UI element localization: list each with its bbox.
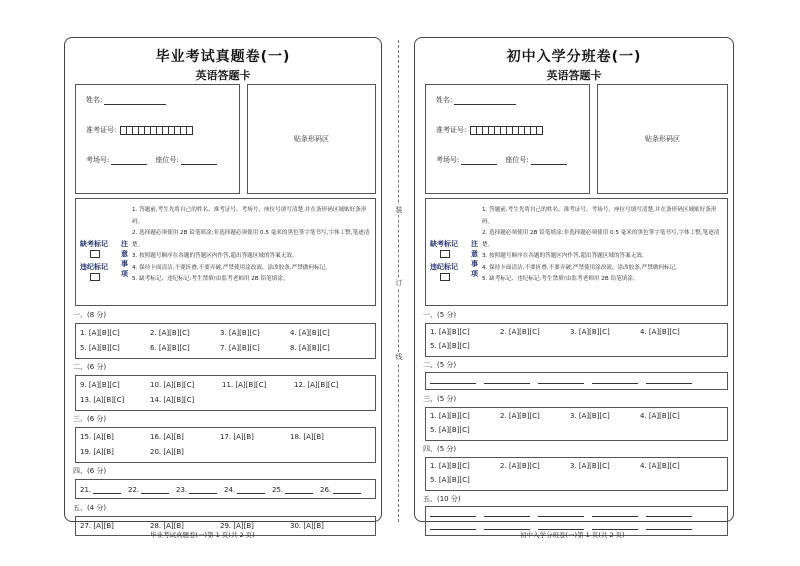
section-4-title: 四、(6 分): [73, 467, 107, 475]
choice-item[interactable]: 12. [A][B][C]: [294, 381, 339, 389]
choice-item[interactable]: 10. [A][B][C]: [150, 381, 195, 389]
section-2-title: 二、(5 分): [423, 361, 457, 369]
choice-item[interactable]: 3. [A][B][C]: [220, 329, 260, 337]
choice-item[interactable]: 27. [A][B]: [80, 522, 114, 530]
choice-item[interactable]: 7. [A][B][C]: [220, 344, 260, 352]
choice-item[interactable]: 13. [A][B][C]: [80, 396, 125, 404]
choice-item[interactable]: 3. [A][B][C]: [570, 412, 610, 420]
choice-item[interactable]: 1. [A][B][C]: [430, 462, 470, 470]
fill-blank-item[interactable]: 24.: [224, 485, 272, 494]
cut-label-3: 线: [395, 353, 403, 361]
choice-item[interactable]: 1. [A][B][C]: [430, 328, 470, 336]
fill-blank-item[interactable]: 25.: [272, 485, 320, 494]
section-2-box: [75, 375, 376, 411]
choice-item[interactable]: 20. [A][B]: [150, 448, 184, 456]
choice-item[interactable]: 5. [A][B][C]: [430, 476, 470, 484]
notes-list: 1. 答题前,考生先将自己的姓名、准考证号、考场号、座位号填写清楚,并在条形码区域贴好条形码。 2. 选择题必须使用 2B 铅笔填涂;非选择题必须使用 0.5 毫米的黑色签字笔书写,字体工整,笔迹清楚。 3. 按照题号顺序在各题的答题区内作答,超出答题区域的答案无效。 4. 保持卡面清洁,不要折叠,不要弄破,严禁使用涂改液、涂改胶条,严禁做何标记。 5. 缺考标记、违纪标记:考生禁填!由监考老师用 2B 铅笔填涂。: [482, 207, 720, 282]
sheet-subtitle: 英语答题卡: [195, 69, 251, 82]
choice-item[interactable]: 30. [A][B]: [290, 522, 324, 530]
choice-item[interactable]: 2. [A][B][C]: [500, 328, 540, 336]
name-field[interactable]: 姓名:: [436, 95, 516, 105]
choice-item[interactable]: 1. [A][B][C]: [430, 412, 470, 420]
violation-mark-label: 违纪标记: [430, 263, 458, 271]
exam-id-cells[interactable]: [470, 126, 542, 135]
choice-item[interactable]: 18. [A][B]: [290, 433, 324, 441]
sheet-title: 毕业考试真题卷(一): [155, 49, 291, 65]
violation-mark-box[interactable]: [90, 273, 100, 281]
violation-mark-label: 违纪标记: [80, 263, 108, 271]
section-3-title: 三、(6 分): [73, 415, 107, 423]
answer-line[interactable]: [484, 376, 530, 384]
choice-item[interactable]: 17. [A][B]: [220, 433, 254, 441]
choice-item[interactable]: 16. [A][B]: [150, 433, 184, 441]
answer-sheet-left: [64, 37, 382, 530]
section-3-box: [75, 427, 376, 463]
choice-item[interactable]: 4. [A][B][C]: [640, 412, 680, 420]
student-info-box: [425, 84, 590, 194]
answer-line[interactable]: [538, 376, 584, 384]
choice-item[interactable]: 6. [A][B][C]: [150, 344, 190, 352]
section-3-title: 三、(5 分): [423, 395, 457, 403]
absent-mark-label: 缺考标记: [430, 240, 458, 248]
answer-line[interactable]: [592, 509, 638, 517]
choice-item[interactable]: 3. [A][B][C]: [570, 328, 610, 336]
choice-item[interactable]: 4. [A][B][C]: [640, 328, 680, 336]
answer-line[interactable]: [592, 376, 638, 384]
answer-line[interactable]: [538, 509, 584, 517]
violation-mark-box[interactable]: [440, 273, 450, 281]
answer-line[interactable]: [646, 522, 692, 530]
section-5-title: 五、(4 分): [73, 504, 107, 512]
room-seat-field[interactable]: 考场号: 座位号:: [86, 155, 217, 165]
choice-item[interactable]: 29. [A][B]: [220, 522, 254, 530]
answer-line[interactable]: [646, 376, 692, 384]
answer-line[interactable]: [430, 376, 476, 384]
fill-blank-item[interactable]: 23.: [176, 485, 224, 494]
footer-left: 毕业考试真题卷(一)第 1 页(共 2 页): [150, 531, 255, 539]
name-field[interactable]: 姓名:: [86, 95, 166, 105]
notes-box: [425, 198, 728, 306]
answer-line[interactable]: [646, 509, 692, 517]
section-1-title: 一、(8 分): [73, 311, 107, 319]
choice-item[interactable]: 5. [A][B][C]: [430, 342, 470, 350]
choice-item[interactable]: 28. [A][B]: [150, 522, 184, 530]
barcode-area: 贴条形码区: [247, 84, 376, 194]
section-5-title: 五、(10 分): [423, 495, 461, 503]
footer-right: 初中入学分班卷(一)第 1 页(共 2 页): [520, 531, 625, 539]
room-seat-field[interactable]: 考场号: 座位号:: [436, 155, 567, 165]
fill-blank-item[interactable]: 22.: [128, 485, 176, 494]
exam-id-field[interactable]: 准考证号:: [436, 125, 542, 135]
section-4-box: [425, 457, 728, 491]
absent-mark-box[interactable]: [440, 250, 450, 258]
section-3-box: [425, 407, 728, 441]
notes-heading: 注意事项: [121, 240, 128, 278]
choice-item[interactable]: 2. [A][B][C]: [150, 329, 190, 337]
choice-item[interactable]: 19. [A][B]: [80, 448, 114, 456]
choice-item[interactable]: 15. [A][B]: [80, 433, 114, 441]
sheet-title: 初中入学分班卷(一): [506, 49, 642, 65]
choice-item[interactable]: 4. [A][B][C]: [640, 462, 680, 470]
answer-line[interactable]: [430, 509, 476, 517]
fill-blank-item[interactable]: 26.: [320, 485, 368, 494]
choice-item[interactable]: 14. [A][B][C]: [150, 396, 195, 404]
cut-label-1: 装: [395, 206, 403, 214]
absent-mark-box[interactable]: [90, 250, 100, 258]
absent-mark-label: 缺考标记: [80, 240, 108, 248]
section-4-title: 四、(5 分): [423, 445, 457, 453]
fill-blank-item[interactable]: 21.: [80, 485, 128, 494]
choice-item[interactable]: 8. [A][B][C]: [290, 344, 330, 352]
notes-box: [75, 198, 376, 306]
answer-line[interactable]: [592, 522, 638, 530]
answer-line[interactable]: [430, 522, 476, 530]
choice-item[interactable]: 9. [A][B][C]: [80, 381, 120, 389]
student-info-box: [75, 84, 240, 194]
notes-list: 1. 答题前,考生先将自己的姓名、准考证号、考场号、座位号填写清楚,并在条形码区域贴好条形码。 2. 选择题必须使用 2B 铅笔填涂;非选择题必须使用 0.5 毫米的黑色签字笔书写,字体工整,笔迹清楚。 3. 按照题号顺序在各题的答题区内作答,超出答题区域的答案无效。 4. 保持卡面清洁,不要折叠,不要弄破,严禁使用涂改液、涂改胶条,严禁做何标记。 5. 缺考标记、违纪标记:考生禁填!由监考老师用 2B 铅笔填涂。: [132, 207, 370, 282]
notes-heading: 注意事项: [471, 240, 478, 278]
section-4-box: [75, 479, 376, 499]
choice-item[interactable]: 2. [A][B][C]: [500, 462, 540, 470]
exam-id-cells[interactable]: [120, 126, 192, 135]
section-1-title: 一、(5 分): [423, 311, 457, 319]
answer-line[interactable]: [484, 509, 530, 517]
answer-line[interactable]: [484, 522, 530, 530]
choice-item[interactable]: 2. [A][B][C]: [500, 412, 540, 420]
barcode-area: 贴条形码区: [597, 84, 728, 194]
choice-item[interactable]: 5. [A][B][C]: [80, 344, 120, 352]
choice-item[interactable]: 3. [A][B][C]: [570, 462, 610, 470]
sheet-subtitle: 英语答题卡: [546, 69, 602, 82]
section-2-box: [425, 372, 728, 390]
answer-line[interactable]: [538, 522, 584, 530]
choice-item[interactable]: 11. [A][B][C]: [222, 381, 267, 389]
answer-sheet-right: [414, 37, 734, 522]
section-1-box: [425, 323, 728, 357]
section-1-box: [75, 323, 376, 359]
choice-item[interactable]: 5. [A][B][C]: [430, 426, 470, 434]
section-2-title: 二、(6 分): [73, 363, 107, 371]
cut-label-2: 订: [395, 279, 403, 287]
choice-item[interactable]: 1. [A][B][C]: [80, 329, 120, 337]
choice-item[interactable]: 4. [A][B][C]: [290, 329, 330, 337]
exam-id-field[interactable]: 准考证号:: [86, 125, 192, 135]
